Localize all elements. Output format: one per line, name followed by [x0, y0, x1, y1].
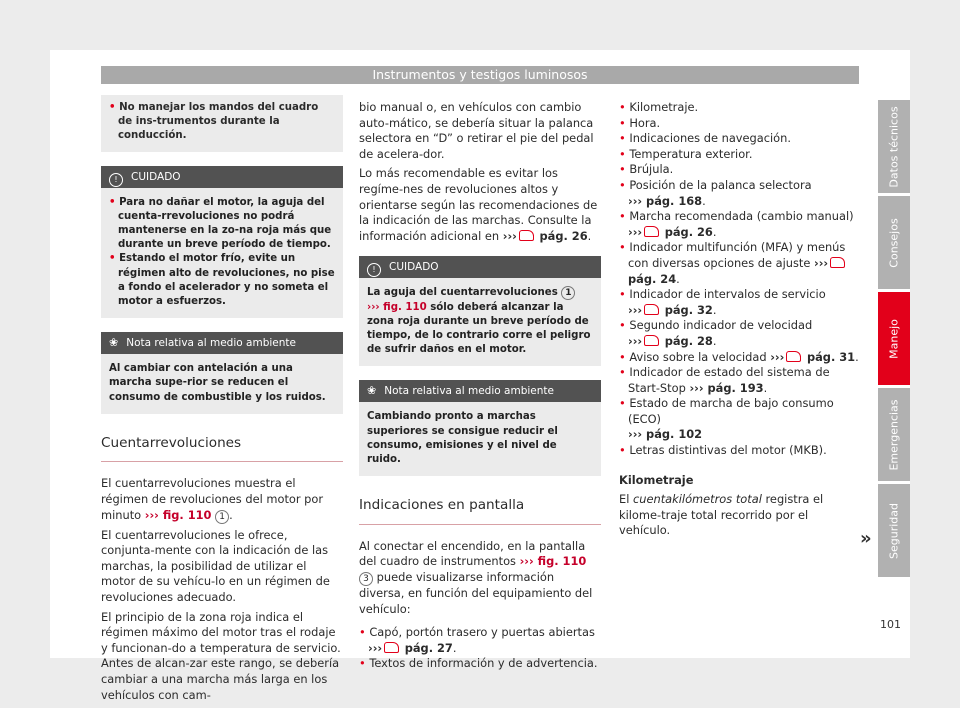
list-item: • Indicador de estado del sistema de Start-Stop ››› pág. 193.	[619, 365, 830, 395]
paragraph: El principio de la zona roja indica el régimen máximo del motor tras el rodaje y funcionan-do a temperatura de servicio. Antes de alcan-zar este rango, se debería cambiar a una marcha más larga en los vehículos con cam-	[101, 609, 341, 702]
column-2	[359, 100, 601, 672]
car-icon	[519, 230, 534, 241]
list-item: • Temperatura exterior.	[619, 146, 753, 161]
car-icon	[644, 226, 659, 237]
paragraph: Al conectar el encendido, en la pantalla del cuadro de instrumentos ››› fig. 110 3 puede visualizarse información diversa, en función del equipamiento del vehículo:	[359, 538, 593, 616]
page-link[interactable]: ››› pág. 193	[689, 380, 764, 395]
page-header: Instrumentos y testigos luminosos	[101, 66, 859, 84]
caution-box: ! CUIDADO • Para no dañar el motor, la aguja del cuenta-rrevoluciones no podrá mantenerse en la zo-na roja más que durante un breve período de tiempo. • Estando el motor frío, evite un régimen alto de revoluciones, no pise a fondo el acelerador y no someta el motor a esfuerzos.	[101, 166, 343, 319]
figure-link[interactable]: ››› fig. 110	[367, 301, 427, 313]
list-item: • Capó, portón trasero y puertas abiertas ››› pág. 27.	[359, 625, 595, 655]
section-tabs	[878, 100, 910, 580]
list-item: • Hora.	[619, 115, 661, 130]
tab-seguridad[interactable]: Seguridad	[878, 484, 910, 577]
list-item: • Textos de información y de advertencia.	[359, 656, 598, 671]
subheading: Kilometraje	[619, 472, 694, 487]
paragraph: bio manual o, en vehículos con cambio auto-mático, se debería situar la palanca selectora en “D” o retirar el pie del pedal de acelera-dor.	[359, 100, 594, 161]
page-link[interactable]: pág. 27	[404, 640, 453, 655]
list-item: • Segundo indicador de velocidad ››› pág. 28.	[619, 318, 813, 348]
figure-link[interactable]: ››› fig. 110	[144, 507, 212, 522]
environment-note-box: ❀ Nota relativa al medio ambiente Cambiando pronto a marchas superiores se consigue reducir el consumo, emisiones y el nivel de ruido.	[359, 380, 601, 476]
list-item: • Indicaciones de navegación.	[619, 131, 791, 146]
section-title: Indicaciones en pantalla	[359, 498, 601, 525]
paragraph: El cuentakilómetros total registra el kilome-traje total recorrido por el vehículo.	[619, 492, 824, 538]
tab-manejo[interactable]: Manejo	[878, 292, 910, 385]
list-item: • Marcha recomendada (cambio manual) ››› pág. 26.	[619, 209, 854, 239]
warning-box-continued: • No manejar los mandos del cuadro de ins-trumentos durante la conducción.	[101, 95, 343, 152]
car-icon	[644, 335, 659, 346]
car-icon	[644, 304, 659, 315]
page-link[interactable]: ››› pág. 102	[628, 427, 703, 442]
caution-box: ! CUIDADO La aguja del cuentarrevoluciones 1 ››› fig. 110 sólo deberá alcanzar la zona roja durante un breve período de tiempo, de lo contrario corre el peligro de sufrir daños en el motor.	[359, 256, 601, 366]
page-link[interactable]: pág. 31	[806, 349, 856, 364]
column-3	[619, 100, 861, 543]
leaf-icon: ❀	[367, 384, 377, 398]
car-icon	[786, 351, 801, 362]
caution-icon: !	[109, 173, 123, 187]
list-item: • Letras distintivas del motor (MKB).	[619, 443, 827, 458]
list-item: • Indicador multifunción (MFA) y menús con diversas opciones de ajuste ››› pág. 24.	[619, 240, 846, 286]
page-link[interactable]: pág. 24	[628, 271, 677, 286]
car-icon	[384, 642, 399, 653]
car-icon	[830, 257, 845, 268]
page-link[interactable]: ››› pág. 168	[628, 193, 703, 208]
page-link[interactable]: pág. 28	[664, 333, 713, 348]
continue-mark: »	[860, 528, 872, 549]
paragraph: El cuentarrevoluciones le ofrece, conjunta-mente con la indicación de las marchas, la posibilidad de utilizar el motor de su vehícu-lo en un régimen de revoluciones adecuado.	[101, 527, 330, 604]
list-item: • Aviso sobre la velocidad ››› pág. 31.	[619, 349, 859, 364]
environment-note-box: ❀ Nota relativa al medio ambiente Al cambiar con antelación a una marcha supe-rior se reducen el consumo de combustible y los ruidos.	[101, 332, 343, 414]
paragraph: Lo más recomendable es evitar los regíme-nes de revoluciones altos y orientarse según las recomendaciones de la indicación de las marchas. Consulte la información adicional en ››› pág. 26.	[359, 166, 598, 243]
page-link[interactable]: pág. 26	[539, 228, 588, 243]
caution-icon: !	[367, 263, 381, 277]
list-item: • Indicador de intervalos de servicio ››› pág. 32.	[619, 287, 826, 317]
list-item: • Brújula.	[619, 162, 674, 177]
figure-link[interactable]: ››› fig. 110	[519, 554, 587, 569]
tab-consejos[interactable]: Consejos	[878, 196, 910, 289]
page	[50, 50, 910, 702]
leaf-icon: ❀	[109, 336, 119, 350]
paragraph: El cuentarrevoluciones muestra el régimen de revoluciones del motor por minuto ››› fig. 110 1 .	[101, 476, 324, 522]
list-item: • Estado de marcha de bajo consumo (ECO) ››› pág. 102	[619, 396, 834, 442]
tab-emergencias[interactable]: Emergencias	[878, 388, 910, 481]
list-item: • Kilometraje.	[619, 100, 699, 114]
page-number: 101	[880, 618, 901, 631]
page-link[interactable]: pág. 26	[664, 224, 713, 239]
tab-datos-tecnicos[interactable]: Datos técnicos	[878, 100, 910, 193]
column-1	[101, 98, 343, 707]
page-link[interactable]: pág. 32	[664, 302, 713, 317]
list-item: • Posición de la palanca selectora ››› pág. 168.	[619, 177, 812, 208]
section-title: Cuentarrevoluciones	[101, 436, 343, 463]
